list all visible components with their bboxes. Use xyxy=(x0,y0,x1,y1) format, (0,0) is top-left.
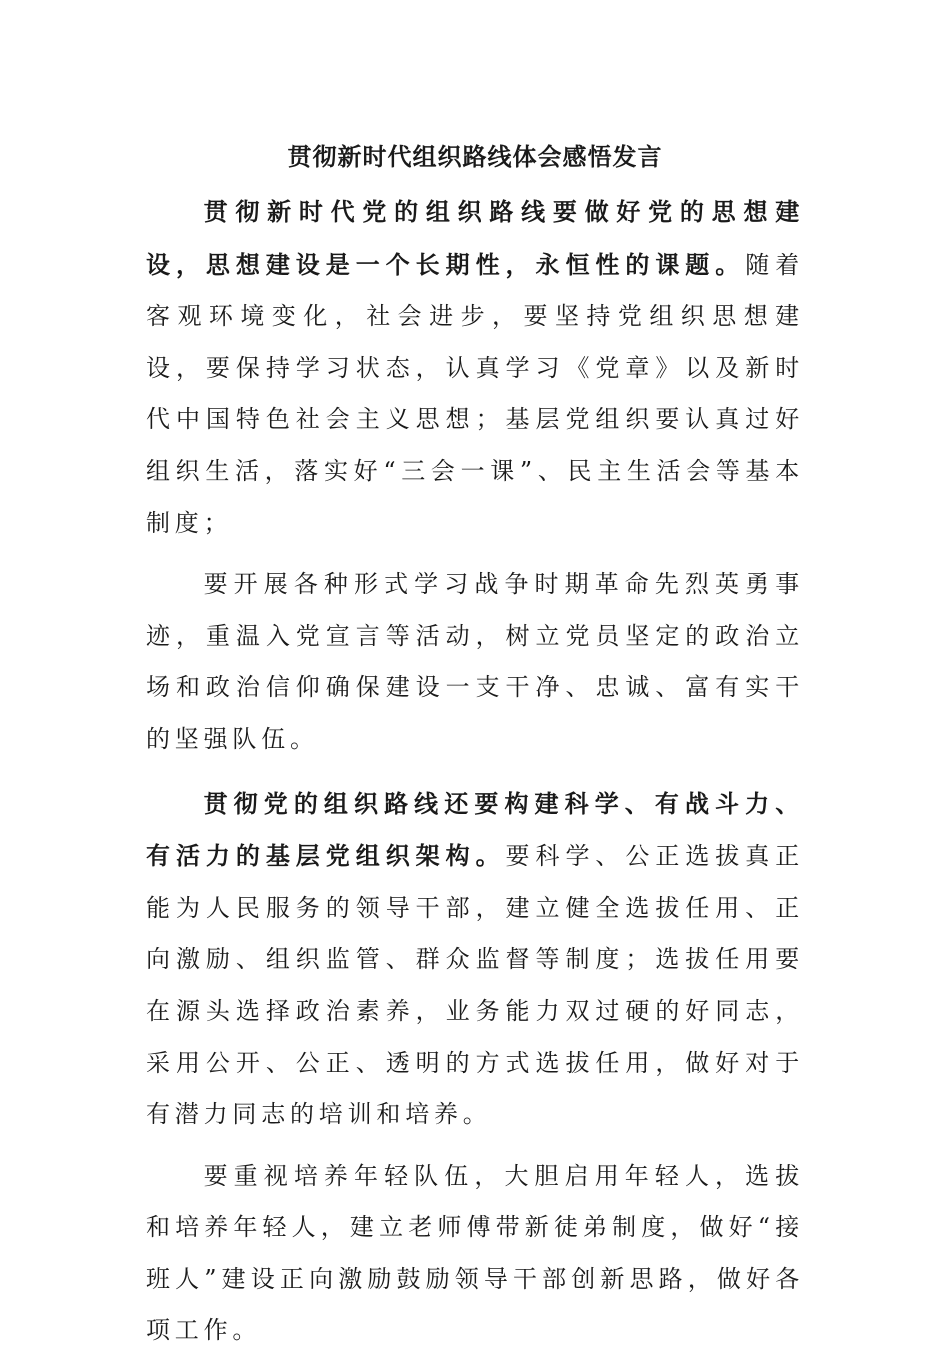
paragraph-3 xyxy=(146,778,804,1141)
paragraph-4-body: 要重视培养年轻队伍，大胆启用年轻人，选拔和培养年轻人，建立老师傅带新徒弟制度，做好“接班人”建设正向激励鼓励领导干部创新思路，做好各项工作。 xyxy=(146,1161,804,1345)
paragraph-1 xyxy=(146,186,804,549)
document-title: 贯彻新时代组织路线体会感悟发言 xyxy=(287,142,663,171)
paragraph-4 xyxy=(146,1151,804,1357)
paragraph-3-body: 要科学、公正选拔真正能为人民服务的领导干部，建立健全选拔任用、正向激励、组织监管、群众监督等制度；选拔任用要在源头选择政治素养，业务能力双过硬的好同志，采用公开、公正、透明的方式选拔任用，做好对于有潜力同志的培训和培养。 xyxy=(146,842,804,1129)
paragraph-3-lead: 贯彻党的组织路线还要构建科学、有战斗力、有活力的基层党组织架构。 xyxy=(146,788,804,871)
paragraph-2-body: 要开展各种形式学习战争时期革命先烈英勇事迹，重温入党宣言等活动，树立党员坚定的政治立场和政治信仰确保建设一支干净、忠诚、富有实干的坚强队伍。 xyxy=(146,570,804,753)
paragraph-2 xyxy=(146,559,804,765)
paragraph-1-lead: 贯彻新时代党的组织路线要做好党的思想建设，思想建设是一个长期性，永恒性的课题。 xyxy=(146,197,804,279)
paragraph-1-body: 随着客观环境变化，社会进步，要坚持党组织思想建设，要保持学习状态，认真学习《党章》以及新时代中国特色社会主义思想；基层党组织要认真过好组织生活，落实好“三会一课”、民主生活会等基本制度； xyxy=(146,250,804,537)
document-body xyxy=(146,186,804,1357)
